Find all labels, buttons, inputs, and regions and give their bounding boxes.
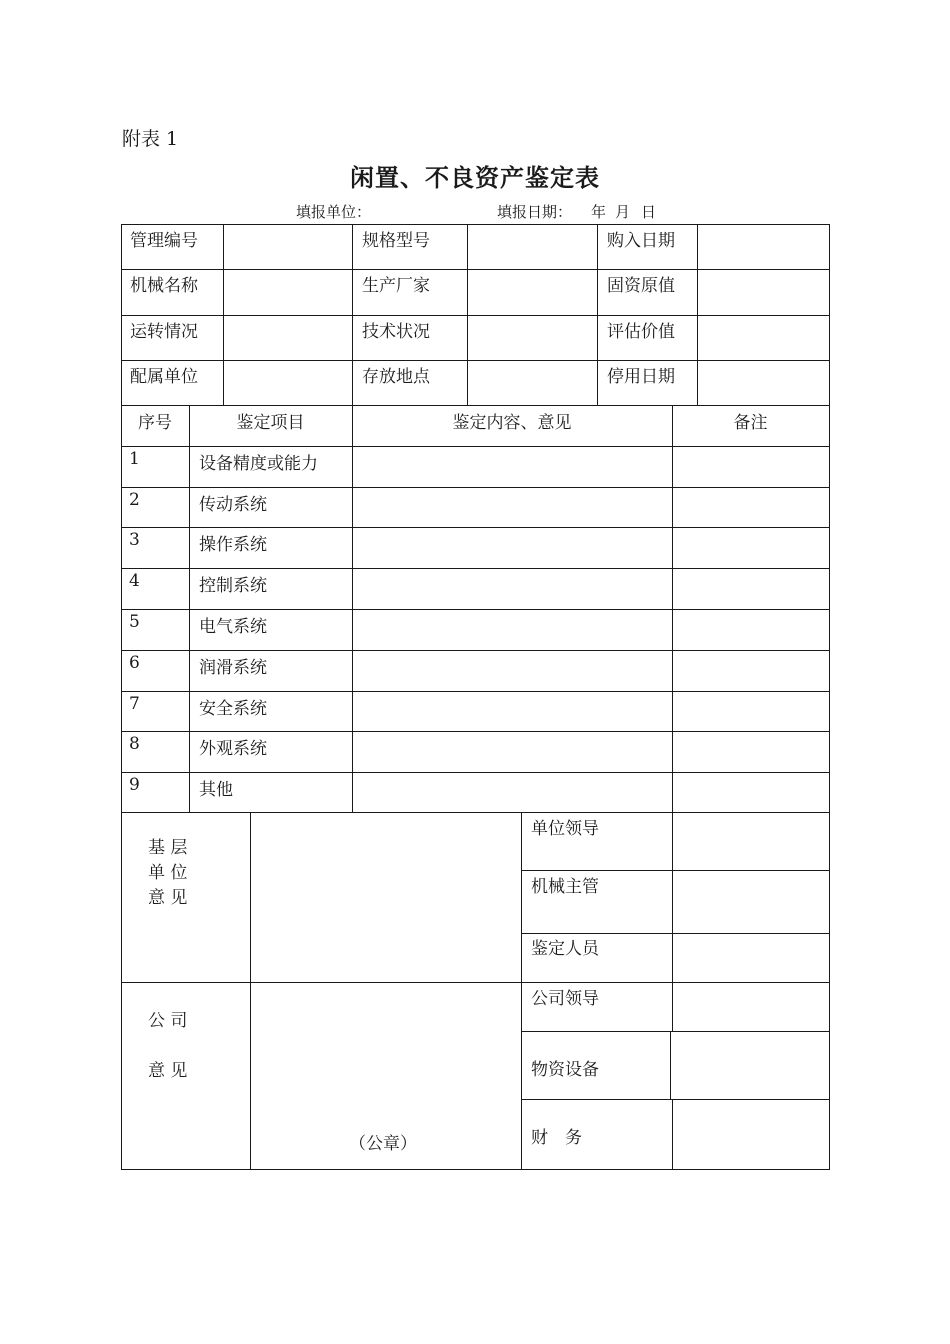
info-label: 管理编号 <box>130 231 198 251</box>
company-label-line: 意 见 <box>148 1061 188 1081</box>
grassroots-label-line: 单 位 <box>148 863 188 883</box>
info-value-field[interactable] <box>224 270 351 315</box>
item-name: 外观系统 <box>199 739 267 759</box>
company-signer-label: 公司领导 <box>531 989 599 1009</box>
item-name: 设备精度或能力 <box>199 454 318 474</box>
content-header: 鉴定内容、意见 <box>452 413 572 433</box>
item-content-field[interactable] <box>353 488 671 527</box>
item-remark-field[interactable] <box>673 732 829 772</box>
grassroots-signer-label: 机械主管 <box>531 877 599 897</box>
item-remark-field[interactable] <box>673 651 829 691</box>
info-label: 技术状况 <box>362 322 430 342</box>
company-sign-field[interactable] <box>673 1100 829 1168</box>
item-content-field[interactable] <box>353 610 671 650</box>
item-number: 7 <box>129 694 140 714</box>
company-signer-label: 财 务 <box>531 1128 582 1148</box>
item-content-field[interactable] <box>353 569 671 609</box>
item-name: 传动系统 <box>199 495 267 515</box>
item-number: 5 <box>129 612 140 632</box>
table-rule-v <box>829 812 830 1170</box>
info-value-field[interactable] <box>468 225 596 269</box>
item-number: 8 <box>129 734 140 754</box>
item-name: 操作系统 <box>199 535 267 555</box>
info-value-field[interactable] <box>698 361 828 405</box>
company-sign-field[interactable] <box>671 1032 829 1098</box>
appendix-label: 附表 1 <box>122 128 179 150</box>
info-value-field[interactable] <box>468 316 596 360</box>
item-remark-field[interactable] <box>673 488 829 527</box>
info-label: 规格型号 <box>362 231 430 251</box>
info-label: 机械名称 <box>130 276 198 296</box>
grassroots-opinion-label <box>148 836 187 911</box>
table-rule-v <box>121 224 122 406</box>
item-remark-field[interactable] <box>673 610 829 650</box>
item-number: 9 <box>129 775 140 795</box>
item-content-field[interactable] <box>353 732 671 772</box>
info-value-field[interactable] <box>698 270 828 315</box>
table-rule-v <box>829 224 830 406</box>
info-label: 存放地点 <box>362 367 430 387</box>
month-label: 月 <box>615 203 631 221</box>
grassroots-opinion-field[interactable] <box>251 813 520 981</box>
grassroots-label-line: 基 层 <box>148 838 188 858</box>
seal-label: （公章） <box>349 1134 417 1154</box>
grassroots-signer-label: 单位领导 <box>531 819 599 839</box>
company-signer-label: 物资设备 <box>531 1060 599 1080</box>
grassroots-sign-field[interactable] <box>673 813 829 869</box>
grassroots-sign-field[interactable] <box>673 934 829 981</box>
item-content-field[interactable] <box>353 773 671 812</box>
info-value-field[interactable] <box>698 225 828 269</box>
table-rule-v <box>352 224 353 406</box>
table-rule-v <box>121 405 122 813</box>
item-content-field[interactable] <box>353 692 671 731</box>
info-value-field[interactable] <box>224 361 351 405</box>
item-content-field[interactable] <box>353 651 671 691</box>
info-label: 购入日期 <box>607 231 675 251</box>
info-value-field[interactable] <box>698 316 828 360</box>
company-opinion-field[interactable] <box>251 983 520 1168</box>
table-rule-v <box>189 405 190 813</box>
item-content-field[interactable] <box>353 447 671 487</box>
info-label: 生产厂家 <box>362 276 430 296</box>
item-name: 安全系统 <box>199 699 267 719</box>
item-name: 润滑系统 <box>199 658 267 678</box>
table-rule-h <box>121 405 830 406</box>
info-value-field[interactable] <box>468 270 596 315</box>
seq-header: 序号 <box>138 413 172 433</box>
info-label: 固资原值 <box>607 276 675 296</box>
item-name: 控制系统 <box>199 576 267 596</box>
day-label: 日 <box>641 203 657 221</box>
table-rule-v <box>121 812 122 1170</box>
item-remark-field[interactable] <box>673 773 829 812</box>
item-number: 1 <box>129 449 140 469</box>
table-rule-h <box>121 1169 830 1170</box>
table-rule-v <box>829 405 830 813</box>
grassroots-sign-field[interactable] <box>673 871 829 932</box>
info-label: 运转情况 <box>130 322 198 342</box>
remark-header: 备注 <box>733 413 768 433</box>
grassroots-label-line: 意 见 <box>148 888 188 908</box>
year-label: 年 <box>591 203 607 221</box>
table-rule-v <box>597 224 598 406</box>
item-number: 4 <box>129 571 140 591</box>
unit-label: 填报单位： <box>296 203 372 221</box>
item-number: 6 <box>129 653 140 673</box>
item-remark-field[interactable] <box>673 692 829 731</box>
company-sign-field[interactable] <box>673 983 829 1030</box>
info-label: 评估价值 <box>607 322 675 342</box>
item-remark-field[interactable] <box>673 528 829 568</box>
company-label-line: 公 司 <box>148 1011 188 1031</box>
item-number: 2 <box>129 490 140 510</box>
grassroots-signer-label: 鉴定人员 <box>531 939 599 959</box>
table-rule-v <box>521 812 522 1170</box>
form-title: 闲置、不良资产鉴定表 <box>350 163 600 192</box>
item-name: 电气系统 <box>199 617 267 637</box>
info-value-field[interactable] <box>468 361 596 405</box>
info-value-field[interactable] <box>224 316 351 360</box>
item-number: 3 <box>129 530 140 550</box>
item-header: 鉴定项目 <box>236 413 305 433</box>
item-remark-field[interactable] <box>673 447 829 487</box>
info-value-field[interactable] <box>224 225 351 269</box>
item-remark-field[interactable] <box>673 569 829 609</box>
info-label: 配属单位 <box>130 367 198 387</box>
item-content-field[interactable] <box>353 528 671 568</box>
item-name: 其他 <box>199 780 233 800</box>
date-label: 填报日期： <box>497 203 573 221</box>
info-label: 停用日期 <box>607 367 675 387</box>
